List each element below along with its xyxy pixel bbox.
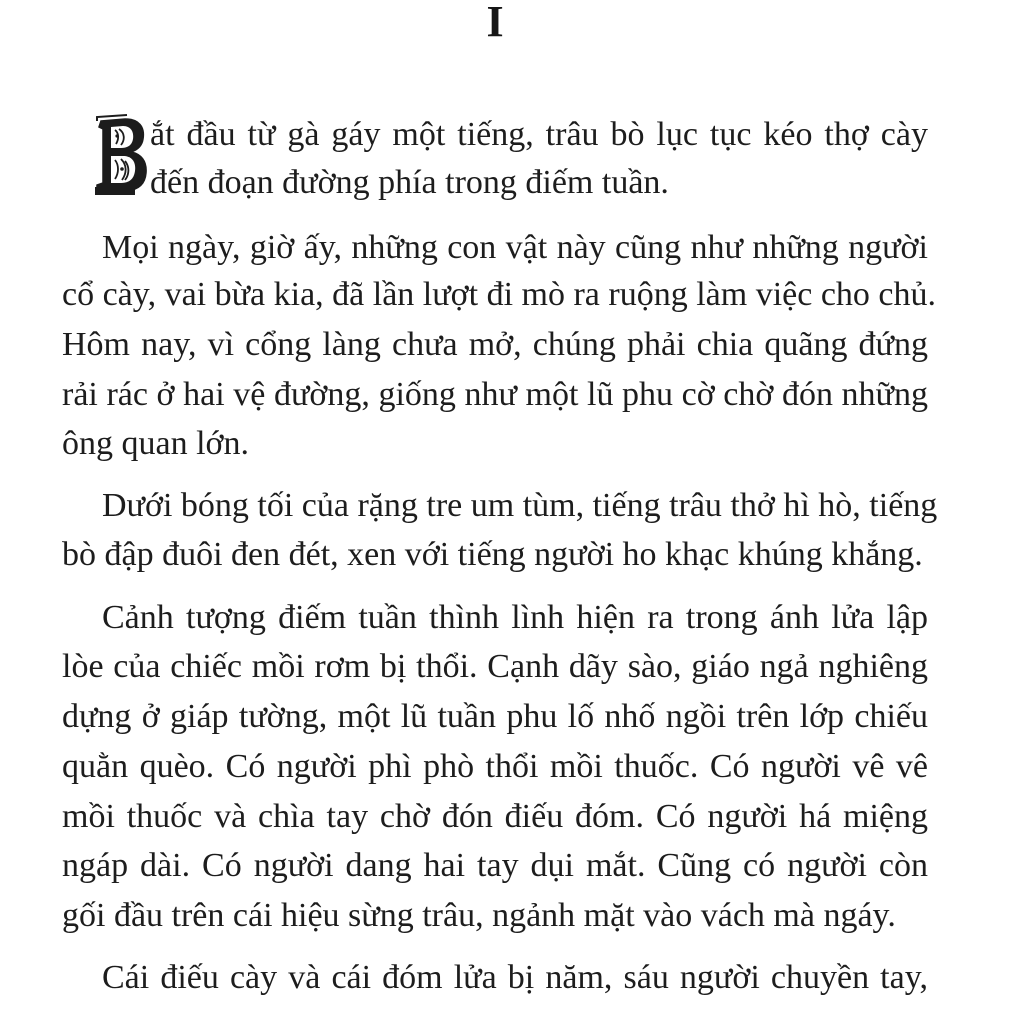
- text-line: mồi thuốc và chìa tay chờ đón điếu đóm. Có người há miệng: [62, 798, 928, 835]
- text-line: ông quan lớn.: [62, 425, 250, 462]
- text-line: dựng ở giáp tường, một lũ tuần phu lố nhố ngồi trên lớp chiếu: [62, 698, 928, 735]
- text-line: gối đầu trên cái hiệu sừng trâu, ngảnh mặt vào vách mà ngáy.: [62, 897, 896, 934]
- text-line: bò đập đuôi đen đét, xen với tiếng người ho khạc khúng khắng.: [62, 536, 923, 573]
- text-line: cổ cày, vai bừa kia, đã lần lượt đi mò ra ruộng làm việc cho chủ.: [62, 276, 937, 313]
- text-line: lòe của chiếc mồi rơm bị thổi. Cạnh dãy sào, giáo ngả nghiêng: [62, 648, 928, 685]
- text-line: rải rác ở hai vệ đường, giống như một lũ phu cờ chờ đón những: [62, 376, 928, 413]
- text-line: ngáp dài. Có người dang hai tay dụi mắt. Cũng có người còn: [62, 847, 928, 884]
- text-line: Dưới bóng tối của rặng tre um tùm, tiếng trâu thở hì hò, tiếng: [102, 487, 938, 524]
- text-line: quằn quèo. Có người phì phò thổi mồi thuốc. Có người vê vê: [62, 748, 928, 785]
- text-line: ắt đầu từ gà gáy một tiếng, trâu bò lục tục kéo thợ cày: [150, 116, 928, 153]
- drop-cap-letter: [95, 113, 149, 195]
- text-line: Mọi ngày, giờ ấy, những con vật này cũng như những người: [102, 229, 928, 266]
- text-line: đến đoạn đường phía trong điếm tuần.: [150, 164, 669, 201]
- text-line: Cái điếu cày và cái đóm lửa bị năm, sáu người chuyền tay,: [102, 959, 928, 996]
- text-line: Hôm nay, vì cổng làng chưa mở, chúng phải chia quãng đứng: [62, 326, 928, 363]
- chapter-title: I: [486, 0, 504, 46]
- text-line: Cảnh tượng điếm tuần thình lình hiện ra trong ánh lửa lập: [102, 599, 928, 636]
